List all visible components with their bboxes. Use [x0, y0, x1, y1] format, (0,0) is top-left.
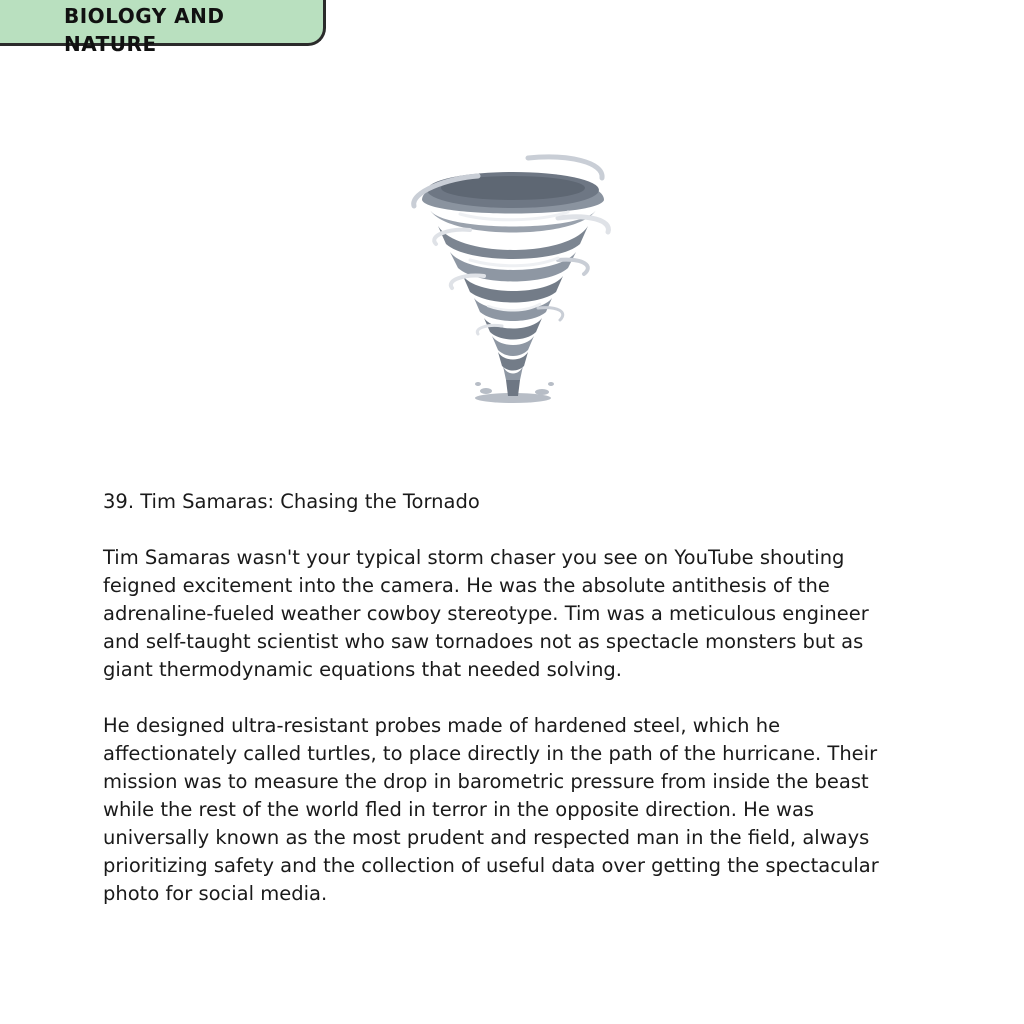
- paragraph-line: Tim Samaras wasn't your typical storm chaser you see on YouTube shouting: [103, 546, 845, 569]
- paragraph-line: giant thermodynamic equations that needed solving.: [103, 658, 623, 681]
- paragraph-line: and self-taught scientist who saw tornadoes not as spectacle monsters but as: [103, 630, 864, 653]
- article: [103, 488, 903, 908]
- article-title: 39. Tim Samaras: Chasing the Tornado: [103, 490, 480, 513]
- paragraph-line: He designed ultra-resistant probes made of hardened steel, which he: [103, 714, 781, 737]
- paragraph-line: photo for social media.: [103, 882, 328, 905]
- article-paragraph-1: [103, 544, 903, 684]
- category-tab: [0, 0, 326, 56]
- paragraph-line: adrenaline-fueled weather cowboy stereotype. Tim was a meticulous engineer: [103, 602, 869, 625]
- paragraph-line: prioritizing safety and the collection of useful data over getting the spectacular: [103, 854, 879, 877]
- paragraph-line: while the rest of the world fled in terror in the opposite direction. He was: [103, 798, 815, 821]
- tornado-icon: [408, 148, 618, 410]
- paragraph-line: feigned excitement into the camera. He was the absolute antithesis of the: [103, 574, 830, 597]
- paragraph-line: universally known as the most prudent and respected man in the field, always: [103, 826, 870, 849]
- paragraph-line: affectionately called turtles, to place directly in the path of the hurricane. Their: [103, 742, 878, 765]
- article-paragraph-2: [103, 712, 903, 908]
- category-label: BIOLOGY AND NATURE: [64, 4, 225, 56]
- paragraph-line: mission was to measure the drop in barometric pressure from inside the beast: [103, 770, 869, 793]
